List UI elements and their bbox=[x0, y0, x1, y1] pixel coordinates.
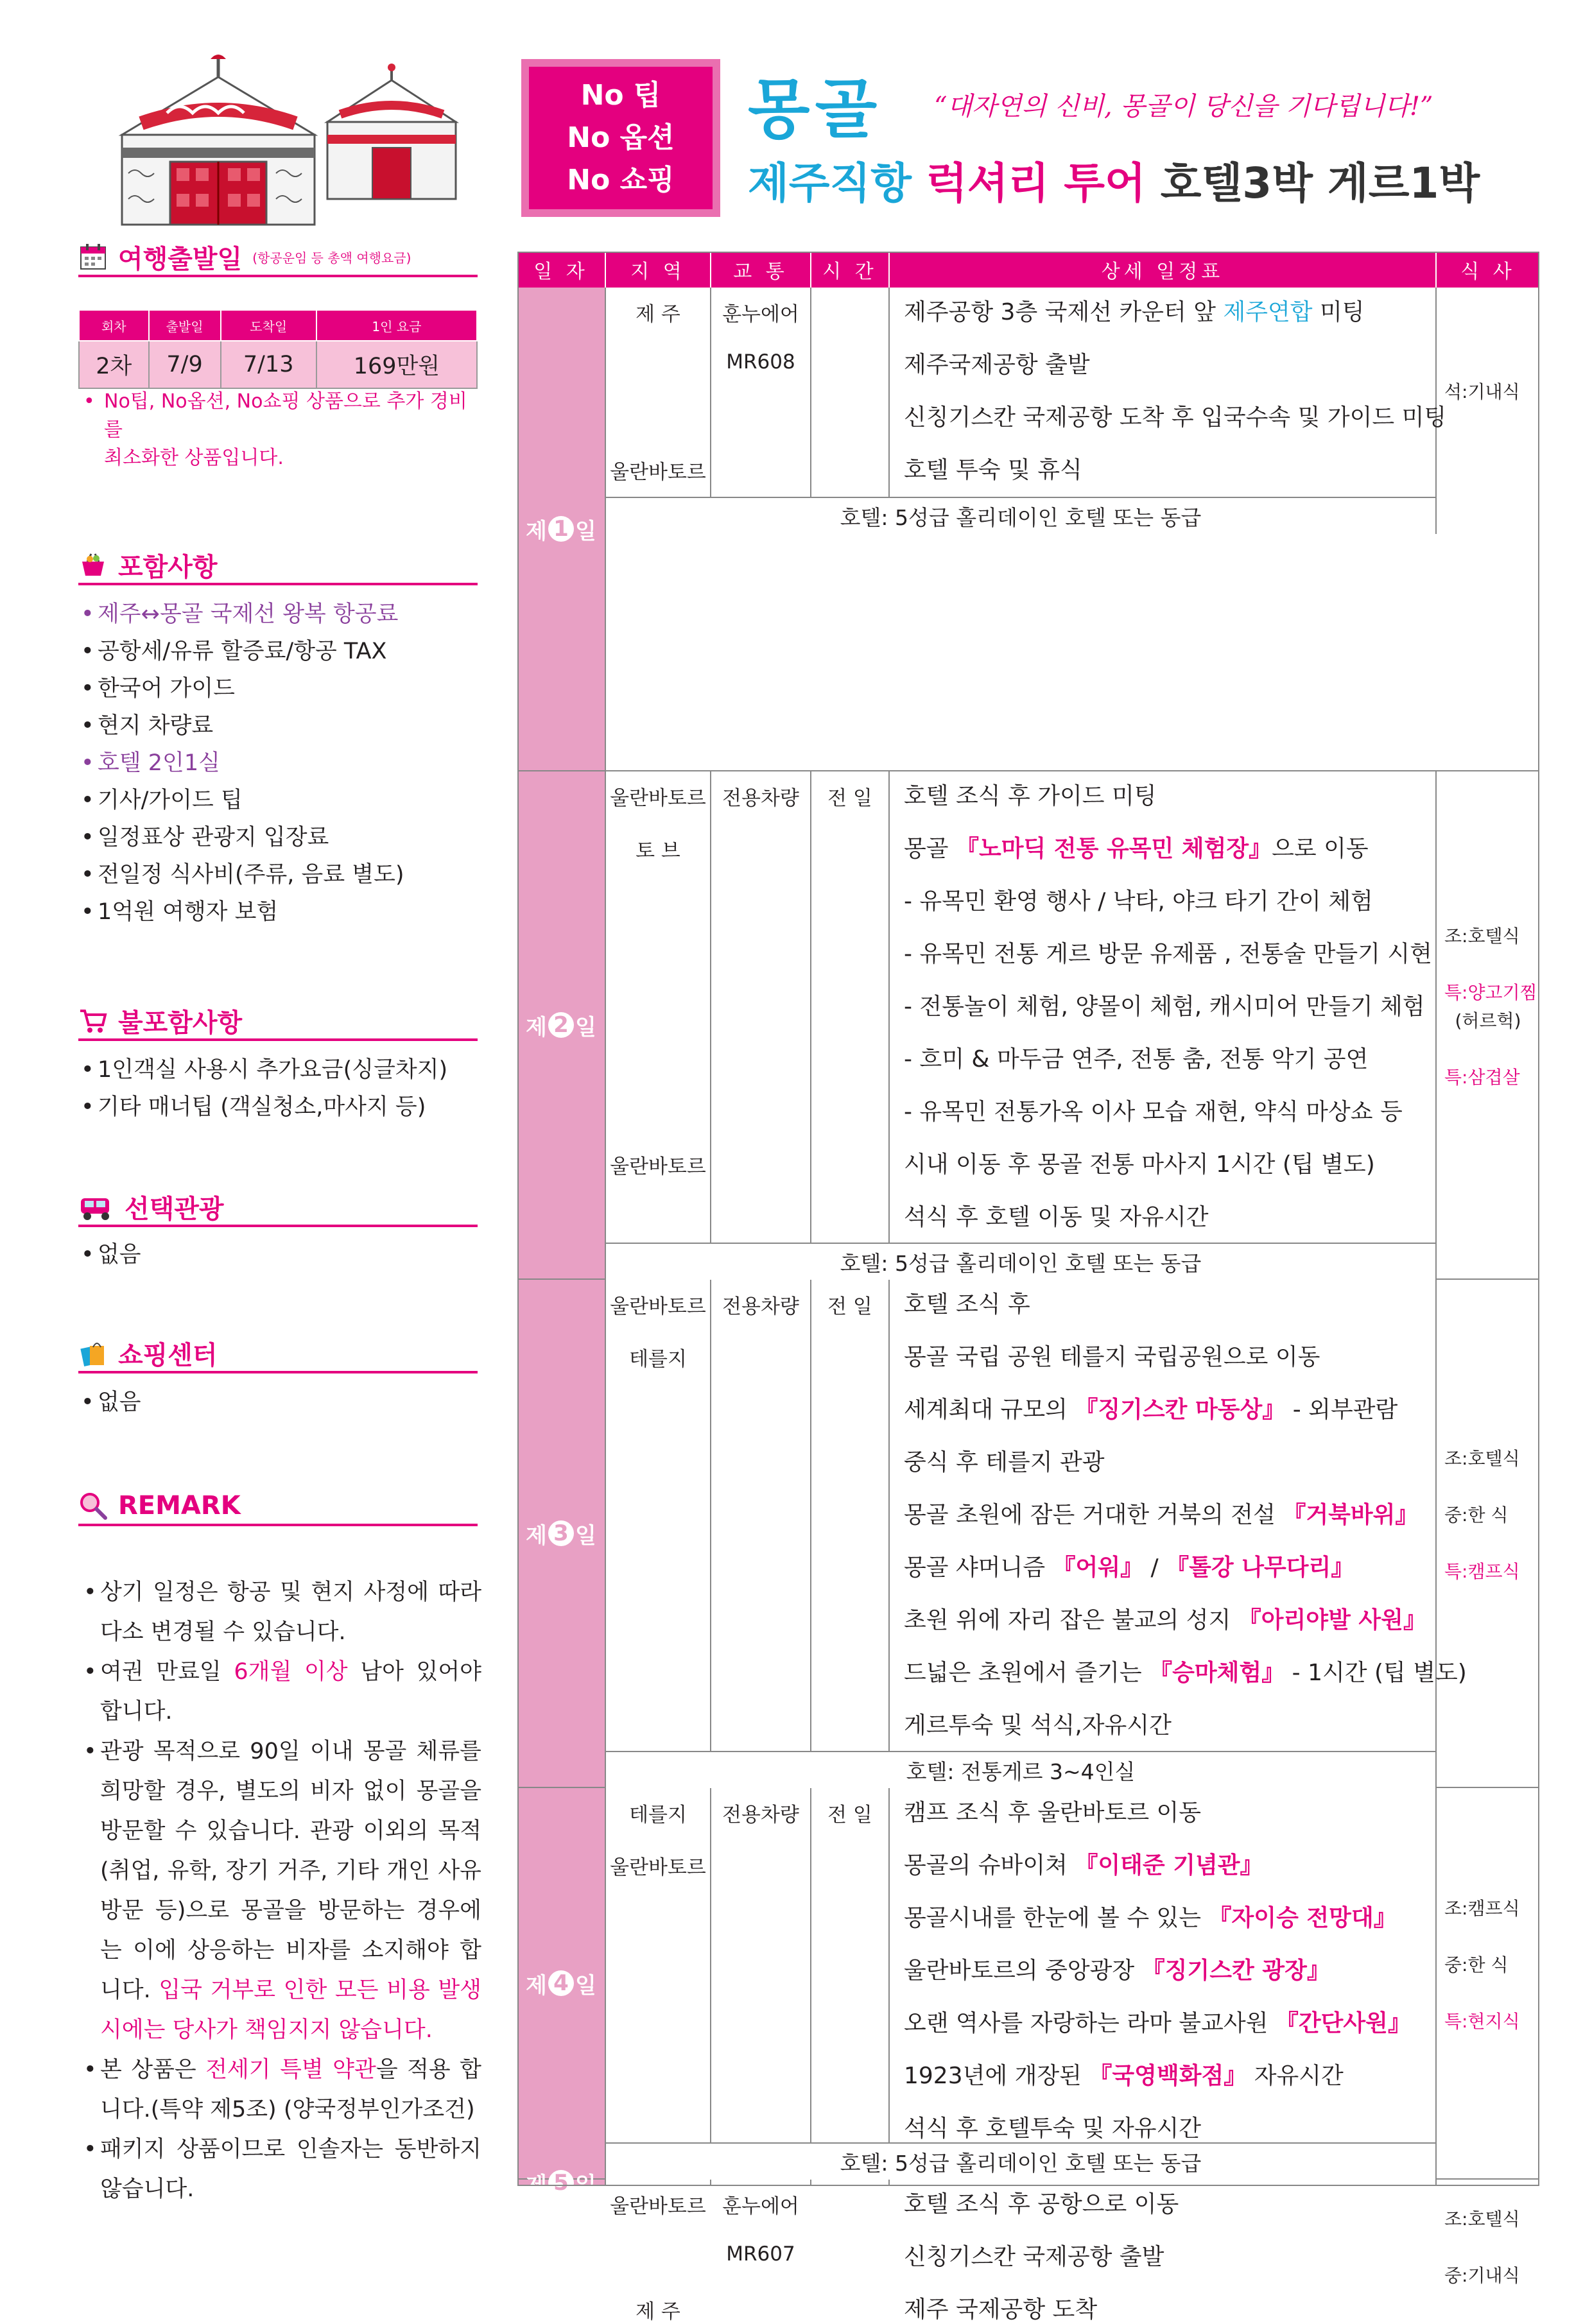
day-suffix: 일 bbox=[575, 1522, 596, 1549]
remark-text: 상기 일정은 항공 및 현지 사정에 따라 다소 변경될 수 있습니다. bbox=[100, 1579, 481, 1645]
day-block-1 bbox=[517, 288, 1539, 771]
excluded-section-heading bbox=[78, 1003, 478, 1041]
schedule-text: 제주국제공항 출발 bbox=[904, 352, 1090, 378]
schedule-text: 게르투숙 및 석식,자유시간 bbox=[904, 1712, 1172, 1739]
column-header-transport: 교 통 bbox=[711, 252, 811, 288]
yurt-illustration bbox=[103, 39, 488, 231]
list-item: • 공항세/유류 할증료/항공 TAX bbox=[78, 633, 483, 670]
arrival-date-cell: 7/13 bbox=[221, 341, 316, 388]
slogan: “대자연의 신비, 몽골이 당신을 기다립니다!” bbox=[934, 92, 1433, 121]
departure-footnote: • No팁, No옵션, No쇼핑 상품으로 추가 경비를 최소화한 상품입니다. bbox=[78, 388, 483, 472]
transport-cell bbox=[711, 2180, 811, 2266]
schedule-text: 1923년에 개장된 bbox=[904, 2063, 1089, 2089]
included-title: 포함사항 bbox=[118, 552, 218, 582]
day-suffix: 일 bbox=[575, 1014, 596, 1040]
departure-table bbox=[78, 309, 478, 389]
list-item: • 기타 매너팁 (객실청소,마사지 등) bbox=[78, 1089, 483, 1126]
remark-highlight: 입국 거부로 인한 모든 비용 발생 시에는 당사가 책임지지 않습니다. bbox=[100, 1977, 481, 2043]
day-prefix: 제 bbox=[526, 1522, 547, 1549]
remark-text: 관광 목적으로 90일 이내 몽골 체류를 희망할 경우, 별도의 비자 없이 몽골을 방문할 수 있습니다. 관광 이외의 목적(취업, 유학, 장기 거주, 기타 개인 사유 방문 등)으로 몽골을 방문하는 경우에는 이에 상응하는 비자를 소지해야 합니다. bbox=[100, 1739, 481, 2003]
schedule-line bbox=[904, 831, 1435, 863]
schedule-line bbox=[904, 1286, 1435, 1319]
day-block-3 bbox=[517, 1280, 1539, 1788]
remark-title: REMARK bbox=[118, 1491, 241, 1520]
schedule-line bbox=[904, 1444, 1435, 1477]
shopping-section-heading bbox=[78, 1335, 478, 1373]
schedule-text: - 흐미 & 마두금 연주, 전통 춤, 전통 악기 공연 bbox=[904, 1046, 1369, 1072]
column-header-day: 일 자 bbox=[517, 252, 606, 288]
itinerary-header-row bbox=[517, 252, 1539, 288]
meeting-point-name: 제주연합 bbox=[1223, 299, 1313, 325]
schedule-text: - 유목민 환영 행사 / 낙타, 야크 타기 간이 체험 bbox=[904, 888, 1373, 915]
day-block-2 bbox=[517, 771, 1539, 1280]
schedule-text: 호텔 조식 후 bbox=[904, 1291, 1030, 1318]
list-item: • 호텔 2인1실 bbox=[78, 745, 483, 782]
list-item: • 없음 bbox=[78, 1384, 483, 1421]
column-header-region: 지 역 bbox=[606, 252, 711, 288]
no-option-label: No 옵션 bbox=[567, 121, 675, 154]
column-header-round: 회차 bbox=[79, 310, 149, 341]
schedule-line bbox=[904, 452, 1435, 485]
meal-line: 조:호텔식 bbox=[1444, 2208, 1520, 2230]
attraction-name: 『국영백화점』 bbox=[1089, 2063, 1247, 2089]
schedule-line bbox=[904, 2239, 1435, 2271]
meal-line: 조:캠프식 bbox=[1444, 1898, 1520, 1919]
column-header-arrival-date: 도착일 bbox=[221, 310, 316, 341]
schedule-line bbox=[904, 2058, 1435, 2090]
remark-text: 패키지 상품이므로 인솔자는 동반하지 않습니다. bbox=[100, 2137, 481, 2202]
shopping-list bbox=[78, 1384, 483, 1421]
schedule-line bbox=[904, 1900, 1435, 1932]
schedule-line bbox=[904, 1146, 1435, 1179]
day-block-5 bbox=[517, 2170, 1539, 2323]
region-cell-line: 울란바토르 bbox=[610, 1155, 706, 1178]
region-cell-line: 테를지 bbox=[629, 1803, 687, 1827]
meal-line: 특:현지식 bbox=[1444, 2011, 1520, 2032]
remark-list bbox=[83, 1572, 481, 2209]
attraction-name: 『어워』 bbox=[1052, 1554, 1144, 1581]
meal-line: 석:기내식 bbox=[1444, 381, 1520, 402]
region-cell-line: 울란바토르 bbox=[610, 1856, 706, 1879]
list-item: • 1인객실 사용시 추가요금(싱글차지) bbox=[78, 1051, 483, 1089]
calendar-icon bbox=[78, 242, 108, 271]
schedule-text: 울란바토르의 중앙광장 bbox=[904, 1958, 1142, 1984]
region-cell-line: 제 주 bbox=[636, 2300, 680, 2323]
tour-subtitle bbox=[748, 149, 1480, 210]
schedule-line bbox=[904, 778, 1435, 811]
day-label bbox=[517, 1788, 606, 2178]
time-cell bbox=[811, 771, 890, 1243]
schedule-line bbox=[904, 1707, 1435, 1740]
included-section-heading bbox=[78, 547, 478, 585]
shopping-bag-icon bbox=[78, 1338, 108, 1368]
day-label bbox=[517, 1280, 606, 1787]
transport-cell-line: MR607 bbox=[726, 2242, 795, 2266]
subtitle-direct-flight: 제주직항 bbox=[748, 159, 912, 208]
schedule-text: 세계최대 규모의 bbox=[904, 1397, 1075, 1423]
day-number: 4 bbox=[548, 1970, 574, 1996]
schedule-line bbox=[904, 399, 1447, 432]
meal-line: 중:기내식 bbox=[1444, 2265, 1520, 2286]
schedule-text: 으로 이동 bbox=[1272, 836, 1369, 862]
subtitle-luxury-tour: 럭셔리 투어 bbox=[926, 159, 1146, 208]
region-cell-line: 울란바토르 bbox=[610, 1295, 706, 1318]
schedule-text: 신칭기스칸 국제공항 출발 bbox=[904, 2244, 1164, 2270]
destination-title: 몽골 bbox=[748, 72, 883, 147]
hotel-row: 호텔: 5성급 홀리데이인 호텔 또는 동급 bbox=[606, 1243, 1437, 1280]
transport-cell bbox=[711, 288, 811, 497]
meal-line: (허르헉) bbox=[1455, 1010, 1521, 1031]
column-header-meals: 식 사 bbox=[1437, 252, 1539, 288]
meal-line: 중:한 식 bbox=[1444, 1954, 1509, 1975]
schedule-text: 석식 후 호텔 이동 및 자유시간 bbox=[904, 1204, 1209, 1230]
schedule-text: - 전통놀이 체험, 양몰이 체험, 캐시미어 만들기 체험 bbox=[904, 994, 1425, 1020]
hotel-row: 호텔: 5성급 홀리데이인 호텔 또는 동급 bbox=[606, 2142, 1437, 2180]
attraction-name: 『승마체험』 bbox=[1149, 1660, 1285, 1686]
column-header-time: 시 간 bbox=[811, 252, 890, 288]
day-prefix: 제 bbox=[526, 1014, 547, 1040]
time-cell bbox=[811, 2180, 890, 2186]
schedule-text: 석식 후 호텔투숙 및 자유시간 bbox=[904, 2115, 1202, 2142]
hotel-row: 호텔: 전통게르 3~4인실 bbox=[606, 1751, 1437, 1788]
optional-tour-section-heading bbox=[78, 1189, 478, 1227]
time-cell-line: 전 일 bbox=[827, 1295, 872, 1318]
schedule-line bbox=[904, 1549, 1435, 1582]
remark-text: 여권 만료일 bbox=[100, 1659, 234, 1685]
schedule-text: 자유시간 bbox=[1247, 2063, 1344, 2089]
itinerary-table bbox=[517, 252, 1539, 2323]
tuk-tuk-icon bbox=[78, 1192, 114, 1221]
schedule-text: 몽골 초원에 잠든 거대한 거북의 전설 bbox=[904, 1502, 1283, 1528]
schedule-text: 드넓은 초원에서 즐기는 bbox=[904, 1660, 1150, 1686]
schedule-text: 몽골의 슈바이쳐 bbox=[904, 1852, 1075, 1879]
list-item: • 기사/가이드 팁 bbox=[78, 782, 483, 819]
schedule-line bbox=[904, 1952, 1435, 1985]
departure-title: 여행출발일 bbox=[118, 244, 243, 274]
column-header-schedule: 상세 일정표 bbox=[890, 252, 1437, 288]
magnifier-icon bbox=[78, 1491, 108, 1520]
attraction-name: 『거북바위』 bbox=[1283, 1502, 1419, 1528]
list-item bbox=[83, 1572, 481, 1652]
subtitle-nights: 호텔3박 게르1박 bbox=[1160, 159, 1480, 208]
schedule-cell bbox=[890, 1280, 1467, 1751]
time-cell-line: 전 일 bbox=[827, 787, 872, 810]
remark-text: 본 상품은 bbox=[100, 2057, 206, 2083]
schedule-text: 미팅 bbox=[1312, 299, 1365, 325]
departure-note: (항공운임 등 총액 여행요금) bbox=[252, 250, 411, 266]
attraction-name: 『노마딕 전통 유목민 체험장』 bbox=[956, 836, 1272, 862]
attraction-name: 『징기스칸 마동상』 bbox=[1075, 1397, 1286, 1423]
optional-tour-title: 선택관광 bbox=[125, 1194, 224, 1224]
attraction-name: 『톨강 나무다리』 bbox=[1166, 1554, 1354, 1581]
schedule-text: 몽골시내를 한눈에 볼 수 있는 bbox=[904, 1905, 1209, 1931]
round-cell: 2차 bbox=[79, 341, 149, 388]
remark-highlight: 6개월 이상 bbox=[234, 1659, 348, 1685]
day-block-4 bbox=[517, 1788, 1539, 2180]
day-suffix: 일 bbox=[575, 518, 596, 544]
schedule-line bbox=[904, 1655, 1467, 1687]
day-number: 2 bbox=[548, 1012, 574, 1038]
transport-cell bbox=[711, 1280, 811, 1751]
day-number: 1 bbox=[548, 516, 574, 542]
region-cell bbox=[606, 771, 711, 1243]
transport-cell-line: 전용차량 bbox=[722, 1295, 799, 1318]
region-cell bbox=[606, 288, 711, 497]
schedule-text: - 1시간 (팁 별도) bbox=[1285, 1660, 1467, 1686]
schedule-line bbox=[904, 1391, 1435, 1424]
basket-icon bbox=[78, 550, 108, 580]
remark-highlight: 전세기 특별 약관 bbox=[205, 2057, 376, 2083]
schedule-text: - 유목민 전통 게르 방문 유제품 , 전통술 만들기 시현 bbox=[904, 941, 1432, 967]
hotel-row: 호텔: 5성급 홀리데이인 호텔 또는 동급 bbox=[606, 497, 1437, 534]
region-cell bbox=[606, 2180, 711, 2323]
day-number: 3 bbox=[548, 1520, 574, 1546]
region-cell-line: 울란바토르 bbox=[610, 787, 706, 810]
region-cell bbox=[606, 1280, 711, 1751]
excluded-list bbox=[78, 1051, 483, 1126]
time-cell-line: 전 일 bbox=[827, 1803, 872, 1827]
excluded-title: 불포함사항 bbox=[118, 1008, 243, 1038]
time-cell bbox=[811, 1788, 890, 2142]
schedule-cell bbox=[890, 288, 1447, 497]
list-item: • 1억원 여행자 보험 bbox=[78, 893, 483, 931]
day-suffix: 일 bbox=[575, 1972, 596, 1999]
schedule-line bbox=[904, 988, 1435, 1021]
column-header-price: 1인 요금 bbox=[316, 310, 477, 341]
price-cell: 169만원 bbox=[316, 341, 477, 388]
meal-line: 특:삼겹살 bbox=[1444, 1067, 1520, 1088]
schedule-text: 시내 이동 후 몽골 전통 마사지 1시간 (팁 별도) bbox=[904, 1151, 1375, 1178]
schedule-text: 신칭기스칸 국제공항 도착 후 입국수속 및 가이드 미팅 bbox=[904, 404, 1447, 431]
no-shopping-label: No 쇼핑 bbox=[567, 164, 675, 196]
schedule-cell bbox=[890, 1788, 1437, 2142]
schedule-line bbox=[904, 1602, 1435, 1635]
schedule-text: 몽골 bbox=[904, 836, 956, 862]
list-item bbox=[83, 2130, 481, 2209]
optional-tour-list bbox=[78, 1236, 483, 1273]
schedule-text: 몽골 샤머니즘 bbox=[904, 1554, 1053, 1581]
no-tip-option-shopping-badge bbox=[521, 59, 720, 217]
schedule-text: 호텔 조식 후 가이드 미팅 bbox=[904, 783, 1157, 809]
schedule-line bbox=[904, 1847, 1435, 1880]
transport-cell-line: 전용차량 bbox=[722, 1803, 799, 1827]
schedule-text: 초원 위에 자리 잡은 불교의 성지 bbox=[904, 1607, 1238, 1633]
schedule-text: - 유목민 전통가옥 이사 모습 재현, 약식 마상쇼 등 bbox=[904, 1099, 1403, 1125]
schedule-cell bbox=[890, 2180, 1437, 2323]
day-label bbox=[517, 288, 606, 770]
shopping-title: 쇼핑센터 bbox=[118, 1340, 218, 1370]
remark-text: 남아 있어야 합니다. bbox=[100, 1659, 481, 1725]
meals-cell bbox=[1437, 1788, 1539, 2180]
schedule-text: 호텔 조식 후 공항으로 이동 bbox=[904, 2191, 1179, 2217]
list-item: • 제주↔몽골 국제선 왕복 항공료 bbox=[78, 596, 483, 633]
schedule-line bbox=[904, 294, 1435, 327]
schedule-text: / bbox=[1143, 1554, 1166, 1581]
remark-section-heading bbox=[78, 1488, 478, 1526]
list-item: • 현지 차량료 bbox=[78, 707, 483, 745]
day-number: 5 bbox=[548, 2170, 574, 2196]
attraction-name: 『간단사원』 bbox=[1275, 2010, 1411, 2036]
attraction-name: 『아리야발 사원』 bbox=[1238, 1607, 1426, 1633]
schedule-line bbox=[904, 2005, 1435, 2038]
no-tip-label: No 팁 bbox=[580, 79, 661, 112]
list-item: • 한국어 가이드 bbox=[78, 670, 483, 707]
departure-date-cell: 7/9 bbox=[149, 341, 221, 388]
region-cell-line: 토 브 bbox=[636, 839, 680, 863]
day-label bbox=[517, 2170, 606, 2198]
region-cell-line: 제 주 bbox=[636, 303, 680, 326]
schedule-text: 몽골 국립 공원 테를지 국립공원으로 이동 bbox=[904, 1344, 1320, 1370]
meal-line: 특:캠프식 bbox=[1444, 1561, 1520, 1582]
transport-cell-line: 훈누에어 bbox=[722, 2195, 799, 2218]
transport-cell bbox=[711, 771, 811, 1243]
cart-icon bbox=[78, 1006, 108, 1035]
transport-cell-line: 전용차량 bbox=[722, 787, 799, 810]
included-list bbox=[78, 596, 483, 931]
departure-table-header bbox=[79, 310, 477, 341]
meals-cell bbox=[1437, 288, 1539, 771]
schedule-line bbox=[904, 347, 1435, 379]
schedule-line bbox=[904, 883, 1435, 916]
schedule-line bbox=[904, 2186, 1435, 2219]
region-cell bbox=[606, 1788, 711, 2142]
schedule-text: 호텔 투숙 및 휴식 bbox=[904, 457, 1082, 483]
list-item: • 없음 bbox=[78, 1236, 483, 1273]
region-cell-line: 테를지 bbox=[629, 1348, 687, 1371]
remark-text: 을 적용 합니다.(특약 제5조) (양국정부인가조건) bbox=[100, 2057, 481, 2122]
table-row bbox=[79, 341, 477, 388]
schedule-line bbox=[904, 1041, 1435, 1074]
day-suffix: 일 bbox=[575, 2172, 596, 2198]
meal-line: 조:호텔식 bbox=[1444, 1448, 1520, 1469]
day-prefix: 제 bbox=[526, 2172, 547, 2198]
region-cell-line: 울란바토르 bbox=[610, 2195, 706, 2218]
schedule-text: 캠프 조식 후 울란바토르 이동 bbox=[904, 1800, 1202, 1826]
transport-cell bbox=[711, 1788, 811, 2142]
meals-cell bbox=[1437, 1280, 1539, 1788]
time-cell bbox=[811, 1280, 890, 1751]
schedule-text: - 외부관람 bbox=[1285, 1397, 1398, 1423]
meal-line: 조:호텔식 bbox=[1444, 925, 1520, 947]
schedule-text: 중식 후 테를지 관광 bbox=[904, 1449, 1105, 1476]
departure-section-heading bbox=[78, 239, 478, 277]
schedule-line bbox=[904, 2291, 1435, 2324]
attraction-name: 『이태준 기념관』 bbox=[1075, 1852, 1263, 1879]
schedule-text: 오랜 역사를 자랑하는 라마 불교사원 bbox=[904, 2010, 1276, 2036]
schedule-line bbox=[904, 1497, 1435, 1529]
day-label bbox=[517, 771, 606, 1278]
transport-cell-line: MR608 bbox=[726, 350, 795, 374]
transport-cell-line: 훈누에어 bbox=[722, 303, 799, 326]
attraction-name: 『자이승 전망대』 bbox=[1208, 1905, 1397, 1931]
schedule-line bbox=[904, 2110, 1435, 2143]
schedule-line bbox=[904, 1094, 1435, 1126]
list-item: • 전일정 식사비(주류, 음료 별도) bbox=[78, 856, 483, 893]
meals-cell bbox=[1437, 771, 1539, 1280]
departure-footnote-line-1: No팁, No옵션, No쇼핑 상품으로 추가 경비를 bbox=[104, 390, 467, 441]
schedule-text: 제주 국제공항 도착 bbox=[904, 2296, 1098, 2323]
schedule-line bbox=[904, 936, 1435, 968]
list-item: • 일정표상 관광지 입장료 bbox=[78, 819, 483, 856]
list-item bbox=[83, 2050, 481, 2130]
attraction-name: 『징기스칸 광장』 bbox=[1141, 1958, 1330, 1984]
meals-cell bbox=[1437, 2180, 1539, 2286]
list-item bbox=[83, 1732, 481, 2050]
schedule-text: 제주공항 3층 국제선 카운터 앞 bbox=[904, 299, 1224, 325]
meal-line: 중:한 식 bbox=[1444, 1504, 1509, 1526]
schedule-line bbox=[904, 1795, 1435, 1827]
day-prefix: 제 bbox=[526, 518, 547, 544]
day-prefix: 제 bbox=[526, 1972, 547, 1999]
list-item bbox=[83, 1652, 481, 1732]
time-cell bbox=[811, 288, 890, 497]
meal-line: 특:양고기찜 bbox=[1444, 982, 1537, 1003]
schedule-line bbox=[904, 1199, 1435, 1232]
schedule-line bbox=[904, 1339, 1435, 1372]
schedule-cell bbox=[890, 771, 1437, 1243]
departure-footnote-line-2: 최소화한 상품입니다. bbox=[104, 447, 284, 469]
region-cell-line: 울란바토르 bbox=[610, 461, 706, 484]
column-header-departure-date: 출발일 bbox=[149, 310, 221, 341]
